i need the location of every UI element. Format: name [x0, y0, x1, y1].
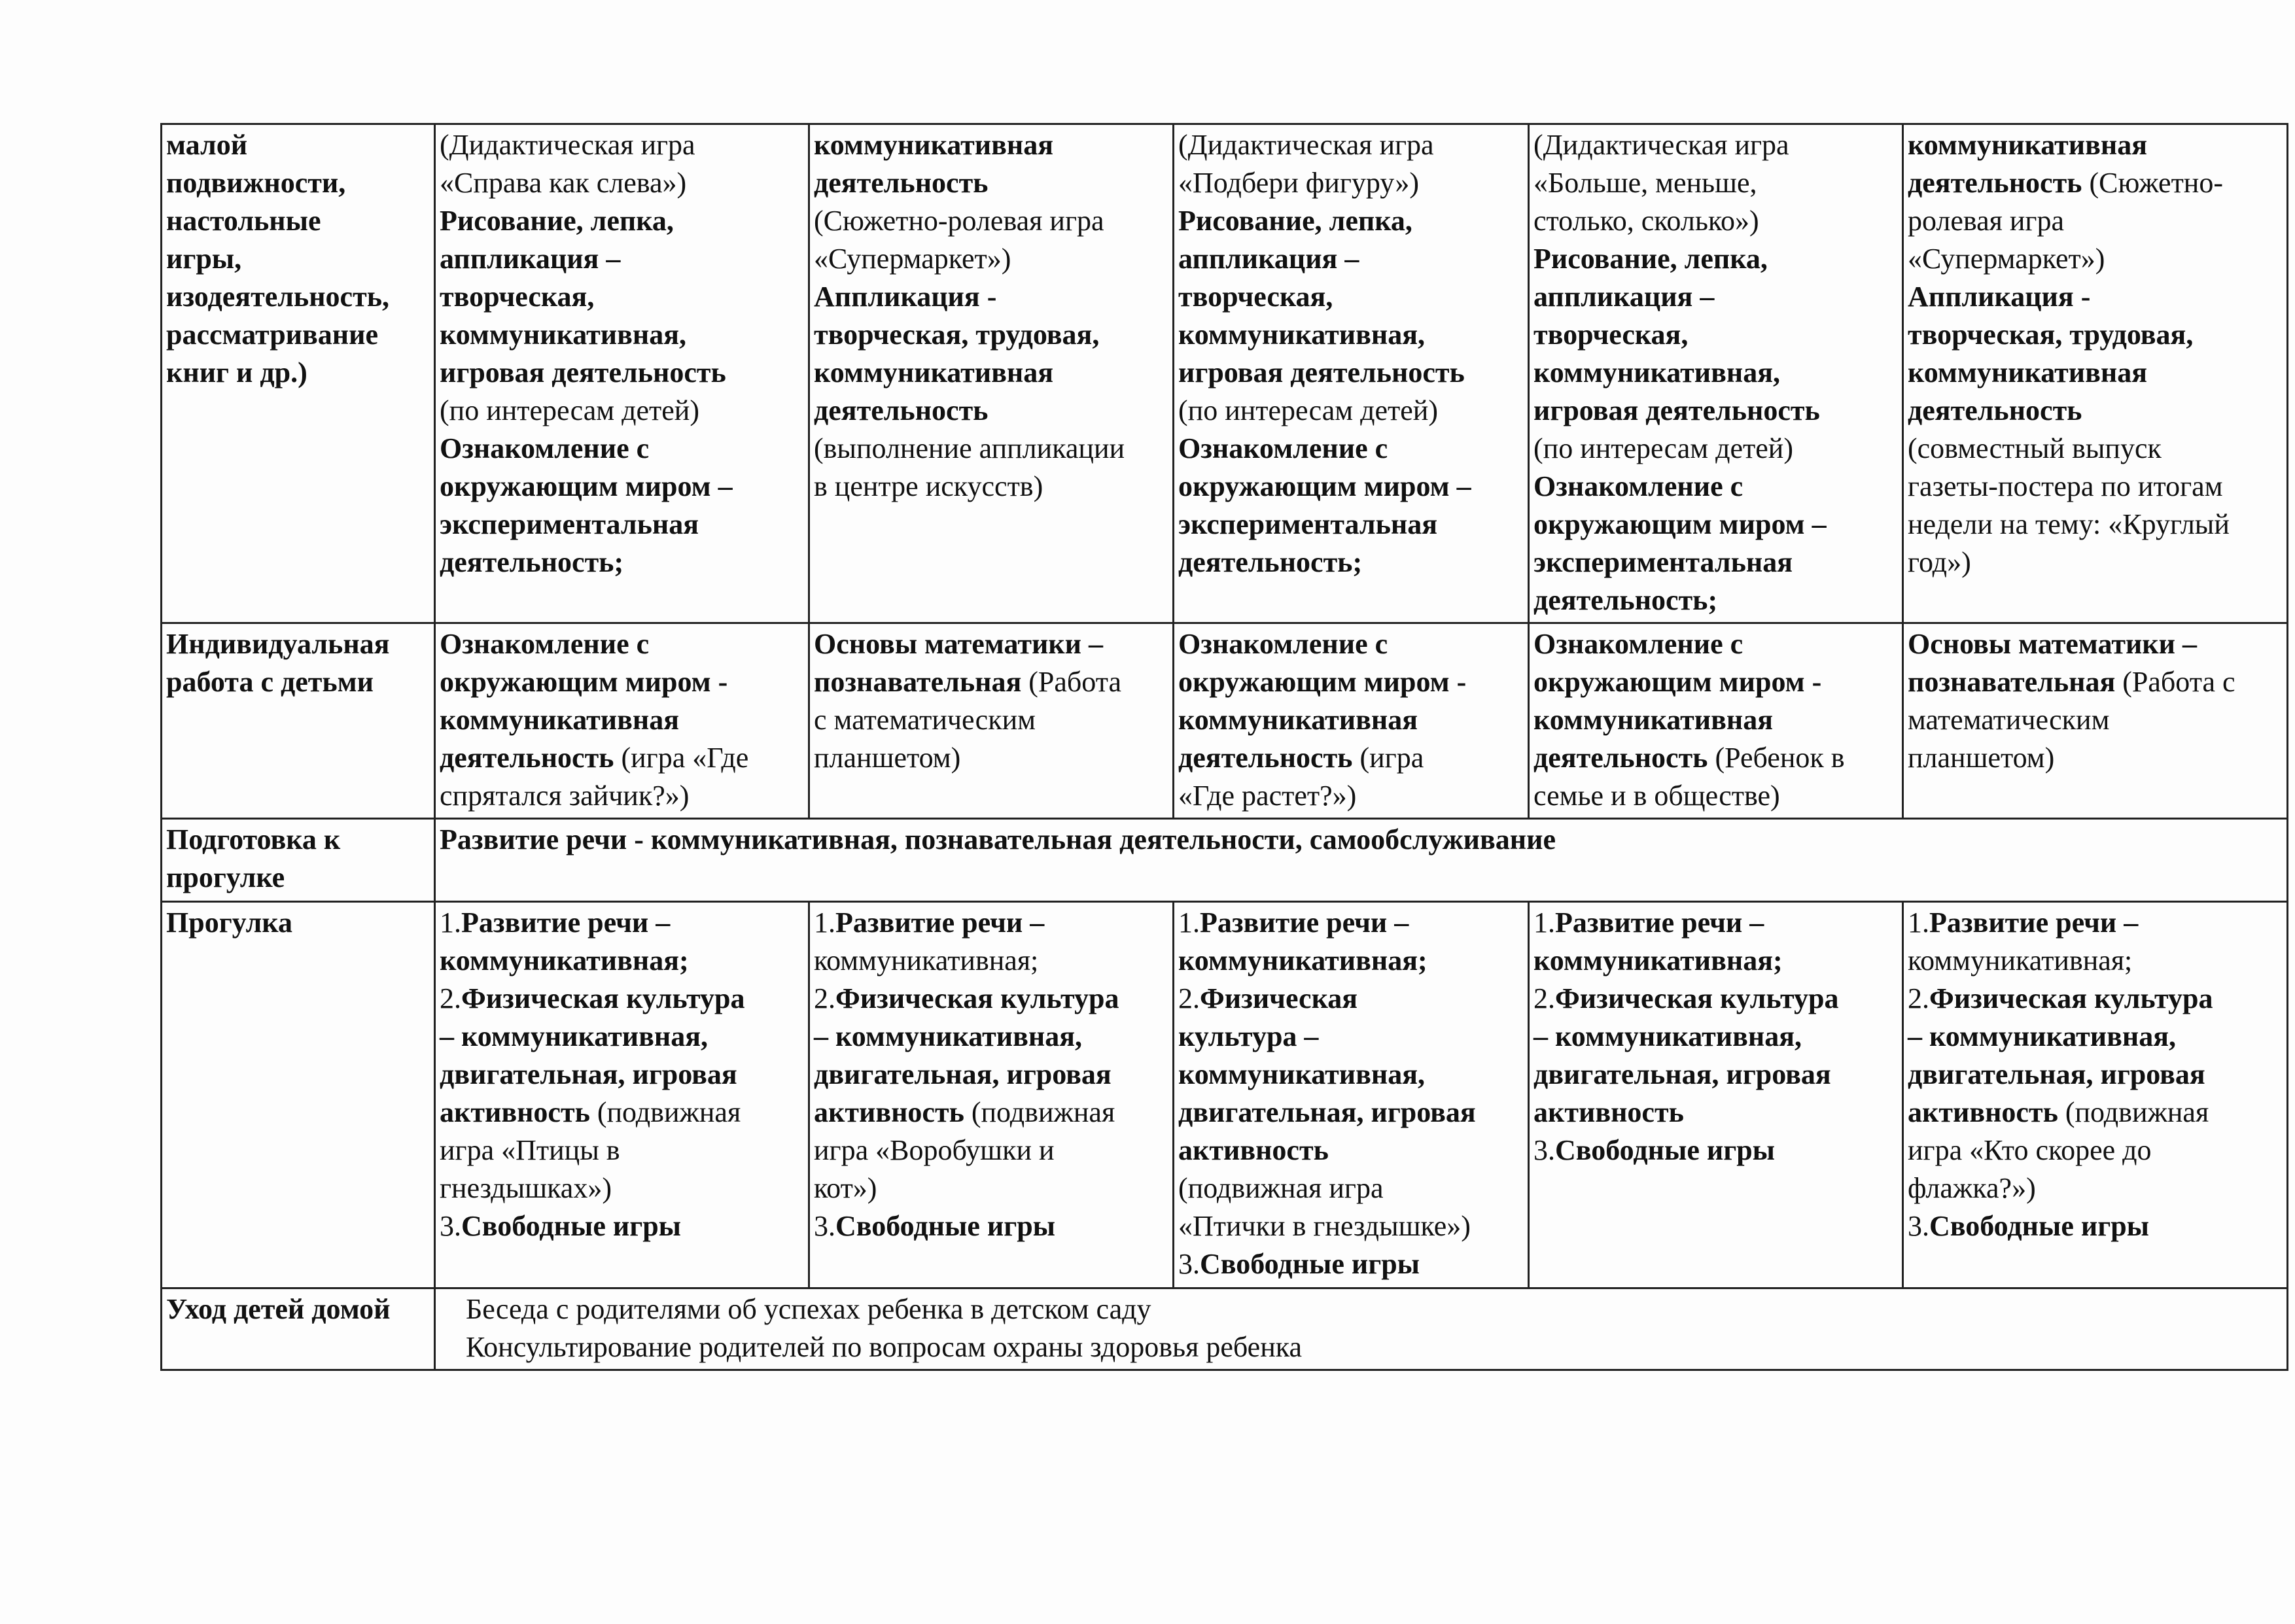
cell-line: спрятался зайчик?») [440, 780, 690, 812]
cell-day-4 [1529, 902, 1903, 1288]
cell-line: коммуникативная [814, 356, 1054, 389]
cell-line: ролевая игра [1908, 205, 2064, 237]
cell-line: газеты-постера по итогам [1908, 470, 2223, 502]
cell-line: Ознакомление с [1178, 628, 1388, 660]
cell-line: Основы математики – [814, 628, 1103, 660]
cell-walk-preparation: Развитие речи - коммуникативная, познавательная деятельности, самообслуживание [435, 819, 2288, 902]
cell-line: Ознакомление с [440, 432, 650, 464]
cell-line: коммуникативная [1533, 704, 1774, 736]
cell-going-home [435, 1288, 2288, 1370]
cell-line: с математическим [814, 704, 1036, 736]
cell-line: (по интересам детей) [440, 394, 699, 426]
cell-line: Основы математики – [1908, 628, 2197, 660]
cell-line: год») [1908, 546, 1971, 578]
cell-line: Ознакомление с [1533, 628, 1743, 660]
cell-line: творческая, трудовая, [1908, 319, 2194, 351]
cell-line: деятельность (Ребенок в [1533, 742, 1845, 774]
cell-line: 3.Свободные игры [440, 1210, 682, 1242]
cell-line: деятельность; [440, 546, 624, 578]
cell-line: кот») [814, 1172, 877, 1204]
table-row-walk [162, 902, 2288, 1288]
label-line: настольные [166, 205, 321, 237]
cell-line: аппликация – [1533, 281, 1715, 313]
cell-line: деятельность (игра [1178, 742, 1424, 774]
cell-line: коммуникативная [440, 704, 680, 736]
label-line: Индивидуальная [166, 628, 390, 660]
cell-line: «Подбери фигуру») [1178, 167, 1420, 199]
cell-line: коммуникативная; [1908, 944, 2133, 976]
cell-line: коммуникативная, [1178, 319, 1426, 351]
cell-line: планшетом) [1908, 742, 2055, 774]
cell-line: игра «Птицы в [440, 1134, 620, 1166]
cell-line: в центре искусств) [814, 470, 1043, 502]
cell-line: деятельность [814, 394, 989, 426]
cell-line: активность (подвижная [1908, 1096, 2209, 1128]
row-label-individual-work [162, 623, 435, 819]
cell-line: 3.Свободные игры [1533, 1134, 1776, 1166]
cell-line: математическим [1908, 704, 2110, 736]
cell-line: 2.Физическая [1178, 982, 1358, 1014]
cell-line: деятельность; [1533, 584, 1718, 616]
cell-line: активность [1178, 1134, 1329, 1166]
cell-day-1 [435, 902, 809, 1288]
cell-line: двигательная, игровая [440, 1058, 737, 1090]
cell-line: игровая деятельность [440, 356, 726, 389]
cell-line: окружающим миром – [440, 470, 733, 502]
cell-line: Ознакомление с [1178, 432, 1388, 464]
cell-line: (Дидактическая игра [440, 129, 695, 161]
cell-line: (Дидактическая игра [1178, 129, 1434, 161]
cell-line: (совместный выпуск [1908, 432, 2162, 464]
cell-line: коммуникативная; [1533, 944, 1783, 976]
cell-line: окружающим миром – [1533, 508, 1827, 540]
cell-line: 3.Свободные игры [1178, 1248, 1420, 1280]
cell-line: (по интересам детей) [1178, 394, 1438, 426]
cell-line: столько, сколько») [1533, 205, 1759, 237]
cell-line: деятельность (игра «Где [440, 742, 749, 774]
cell-day-2 [809, 124, 1174, 623]
cell-line: экспериментальная [1178, 508, 1437, 540]
row-label-games [162, 124, 435, 623]
label-line: рассматривание [166, 319, 379, 351]
label-line: книг и др.) [166, 356, 307, 389]
going-home-line-2: Консультирование родителей по вопросам охраны здоровья ребенка [466, 1331, 1302, 1363]
cell-line: коммуникативная, [440, 319, 687, 351]
cell-line: познавательная (Работа [814, 666, 1122, 698]
cell-line: планшетом) [814, 742, 961, 774]
cell-line: (подвижная игра [1178, 1172, 1384, 1204]
cell-line: творческая, трудовая, [814, 319, 1100, 351]
cell-line: активность (подвижная [440, 1096, 741, 1128]
cell-line: «Супермаркет») [814, 243, 1011, 275]
cell-line: Ознакомление с [440, 628, 650, 660]
cell-line: (Сюжетно-ролевая игра [814, 205, 1104, 237]
cell-line: Аппликация - [814, 281, 997, 313]
cell-line: коммуникативная, [1178, 1058, 1426, 1090]
cell-line: 3.Свободные игры [1908, 1210, 2150, 1242]
cell-line: 2.Физическая культура [440, 982, 745, 1014]
cell-day-2 [809, 902, 1174, 1288]
cell-line: коммуникативная; [1178, 944, 1428, 976]
cell-day-3 [1174, 124, 1529, 623]
cell-line: коммуникативная [814, 129, 1054, 161]
cell-line: коммуникативная; [440, 944, 689, 976]
cell-line: двигательная, игровая [1908, 1058, 2205, 1090]
label-line: работа с детьми [166, 666, 374, 698]
cell-line: познавательная (Работа с [1908, 666, 2235, 698]
cell-line: деятельность [814, 167, 989, 199]
cell-line: Аппликация - [1908, 281, 2091, 313]
cell-line: 1.Развитие речи – [440, 907, 671, 939]
cell-day-1 [435, 124, 809, 623]
cell-line: двигательная, игровая [1533, 1058, 1831, 1090]
cell-day-3 [1174, 623, 1529, 819]
table-row-going-home [162, 1288, 2288, 1370]
cell-line: культура – [1178, 1020, 1319, 1052]
cell-line: коммуникативная; [814, 944, 1039, 976]
cell-day-2 [809, 623, 1174, 819]
cell-line: 1.Развитие речи – [1533, 907, 1764, 939]
label-line: малой [166, 129, 248, 161]
cell-line: (выполнение аппликации [814, 432, 1125, 464]
cell-line: активность (подвижная [814, 1096, 1115, 1128]
cell-line: «Супермаркет») [1908, 243, 2105, 275]
cell-line: – коммуникативная, [1533, 1020, 1802, 1052]
cell-line: деятельность (Сюжетно- [1908, 167, 2224, 199]
cell-line: творческая, [440, 281, 595, 313]
cell-line: «Справа как слева») [440, 167, 687, 199]
table-row-games [162, 124, 2288, 623]
table-row-walk-preparation [162, 819, 2288, 902]
cell-line: окружающим миром - [440, 666, 728, 698]
cell-line: творческая, [1533, 319, 1689, 351]
cell-line: коммуникативная, [1533, 356, 1781, 389]
daily-plan-table [160, 123, 2288, 1371]
cell-line: «Птички в гнездышке») [1178, 1210, 1471, 1242]
cell-line: 3.Свободные игры [814, 1210, 1056, 1242]
cell-line: 1.Развитие речи – [814, 907, 1045, 939]
row-label-going-home: Уход детей домой [162, 1288, 435, 1370]
cell-line: 2.Физическая культура [1533, 982, 1839, 1014]
label-line: изодеятельность, [166, 281, 389, 313]
cell-line: – коммуникативная, [1908, 1020, 2177, 1052]
cell-line: – коммуникативная, [440, 1020, 709, 1052]
cell-line: «Больше, меньше, [1533, 167, 1757, 199]
cell-line: деятельность; [1178, 546, 1363, 578]
cell-line: деятельность [1908, 394, 2082, 426]
cell-line: 2.Физическая культура [1908, 982, 2213, 1014]
cell-line: коммуникативная [1908, 356, 2148, 389]
cell-line: экспериментальная [440, 508, 699, 540]
cell-day-3 [1174, 902, 1529, 1288]
row-label-walk [162, 902, 435, 1288]
cell-day-5 [1903, 623, 2288, 819]
cell-day-5 [1903, 124, 2288, 623]
label-line: Подготовка к [166, 823, 341, 855]
cell-line: 2.Физическая культура [814, 982, 1119, 1014]
cell-line: 1.Развитие речи – [1908, 907, 2139, 939]
cell-line: окружающим миром – [1178, 470, 1471, 502]
cell-line: игровая деятельность [1533, 394, 1820, 426]
cell-line: семье и в обществе) [1533, 780, 1780, 812]
cell-line: аппликация – [1178, 243, 1359, 275]
cell-line: Рисование, лепка, [440, 205, 674, 237]
cell-line: Ознакомление с [1533, 470, 1743, 502]
cell-line: игра «Кто скорее до [1908, 1134, 2152, 1166]
cell-line: окружающим миром - [1178, 666, 1467, 698]
cell-line: творческая, [1178, 281, 1333, 313]
cell-line: гнездышках») [440, 1172, 612, 1204]
cell-line: игровая деятельность [1178, 356, 1465, 389]
cell-line: – коммуникативная, [814, 1020, 1083, 1052]
going-home-line-1: Беседа с родителями об успехах ребенка в детском саду [466, 1293, 1151, 1325]
cell-line: Рисование, лепка, [1533, 243, 1768, 275]
cell-line: недели на тему: «Круглый [1908, 508, 2230, 540]
cell-day-4 [1529, 124, 1903, 623]
label-line: подвижности, [166, 167, 346, 199]
cell-line: окружающим миром - [1533, 666, 1822, 698]
cell-line: коммуникативная [1908, 129, 2148, 161]
cell-line: аппликация – [440, 243, 621, 275]
cell-line: (по интересам детей) [1533, 432, 1793, 464]
cell-line: экспериментальная [1533, 546, 1793, 578]
cell-line: активность [1533, 1096, 1684, 1128]
cell-line: игра «Воробушки и [814, 1134, 1055, 1166]
cell-line: двигательная, игровая [1178, 1096, 1476, 1128]
cell-line: 1.Развитие речи – [1178, 907, 1409, 939]
cell-day-5 [1903, 902, 2288, 1288]
table-row-individual-work [162, 623, 2288, 819]
cell-line: двигательная, игровая [814, 1058, 1112, 1090]
row-label-walk-preparation [162, 819, 435, 902]
cell-day-4 [1529, 623, 1903, 819]
label-line: Прогулка [166, 907, 292, 939]
cell-line: «Где растет?») [1178, 780, 1357, 812]
label-line: прогулке [166, 861, 285, 893]
cell-line: коммуникативная [1178, 704, 1418, 736]
cell-day-1 [435, 623, 809, 819]
label-line: игры, [166, 243, 242, 275]
cell-line: Рисование, лепка, [1178, 205, 1412, 237]
cell-line: флажка?») [1908, 1172, 2036, 1204]
cell-line: (Дидактическая игра [1533, 129, 1789, 161]
